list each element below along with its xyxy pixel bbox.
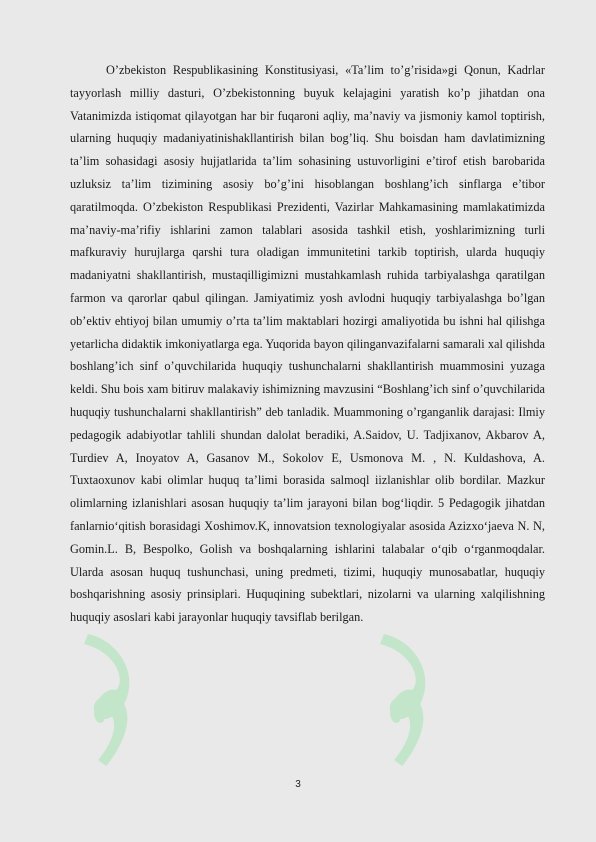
watermark-logo-icon <box>76 630 146 770</box>
body-paragraph: O’zbekiston Respublikasining Konstitusiyasi, «Ta’lim to’g’risida»gi Qonun, Kadrlar tayyorlash milliy dasturi, O’zbekistonning buyuk kelajagini yaratish ko’p jihatdan ona Vatanimizda istiqomat qilayotgan har bir fuqaroni aqliy, ma’naviy va jismoniy kamol toptirish, ularning huquqiy madaniyatinishakllantirish bilan bog’liq. Shu boisdan ham davlatimizning ta’lim sohasidagi asosiy hujjatlarida ta’lim sohasining ustuvorligini e’tirof etish barobarida uzluksiz ta’lim tizimining asosiy bo’g’ini hisoblangan boshlang’ich sinflarga e’tibor qaratilmoqda. O’zbekiston Respublikasi Prezidenti, Vazirlar Mahkamasining mamlakatimizda ma’naviy-ma’rifiy ishlarini zamon talablari asosida tashkil etish, yoshlarimizning turli mafkuraviy hurujlarga qarshi tura oladigan immunitetini tarkib toptirish, ularda huquqiy madaniyatni shakllantirish, mustaqilligimizni mustahkamlash ruhida tarbiyalashga qaratilgan farmon va qarorlar qabul qilingan. Jamiyatimiz yosh avlodni huquqiy tarbiyalashga bo’lgan ob’ektiv ehtiyoj bilan umumiy o’rta ta’lim maktablari hozirgi amaliyotida bu ishni hal qilishga yetarlicha didaktik imkoniyatlarga ega. Yuqorida bayon qilinganvazifalarni samarali xal qilishda boshlang’ich sinf o’quvchilarida huquqiy tushunchalarni shakllantirish muammosini yuzaga keldi. Shu bois xam bitiruv malakaviy ishimizning mavzusini “Boshlang’ich sinf o’quvchilarida huquqiy tushunchalarni shakllantirish” deb tanladik. Muammoning o’rganganlik darajasi: Ilmiy pedagogik adabiyotlar tahlili shundan dalolat beradiki, A.Saidov, U. Tadjixanov, Akbarov A, Turdiev A, Inoyatov A, Gasanov M., Sokolov E, Usmonova M. , N. Kuldashova, A. Tuxtaoxunov kabi olimlar huquq ta’limi borasida salmoql iizlanishlar olib bordilar. Mazkur olimlarning izlanishlari asosan huquqiy ta’lim jarayoni bilan bog‘liqdir. 5 Pedagogik jihatdan fanlarnio‘qitish borasidagi Xoshimov.K, innovatsion texnologiyalar asosida Azizxo‘jaeva N. N, Gomin.L. B, Bespolko, Golish va boshqalarning ishlarini talabalar o‘qib o‘rganmoqdalar. Ularda asosan huquq tushunchasi, uning predmeti, tizimi, huquqiy munosabatlar, huquqiy boshqarishning asosiy prinsiplari. Huquqining subektlari, nizolarni va ularning xalqilishning huquqiy asoslari kabi jarayonlar huquqiy tavsiflab berilgan. <box>70 63 545 625</box>
watermark-logo-icon <box>372 630 442 770</box>
page-number: 3 <box>295 779 301 790</box>
